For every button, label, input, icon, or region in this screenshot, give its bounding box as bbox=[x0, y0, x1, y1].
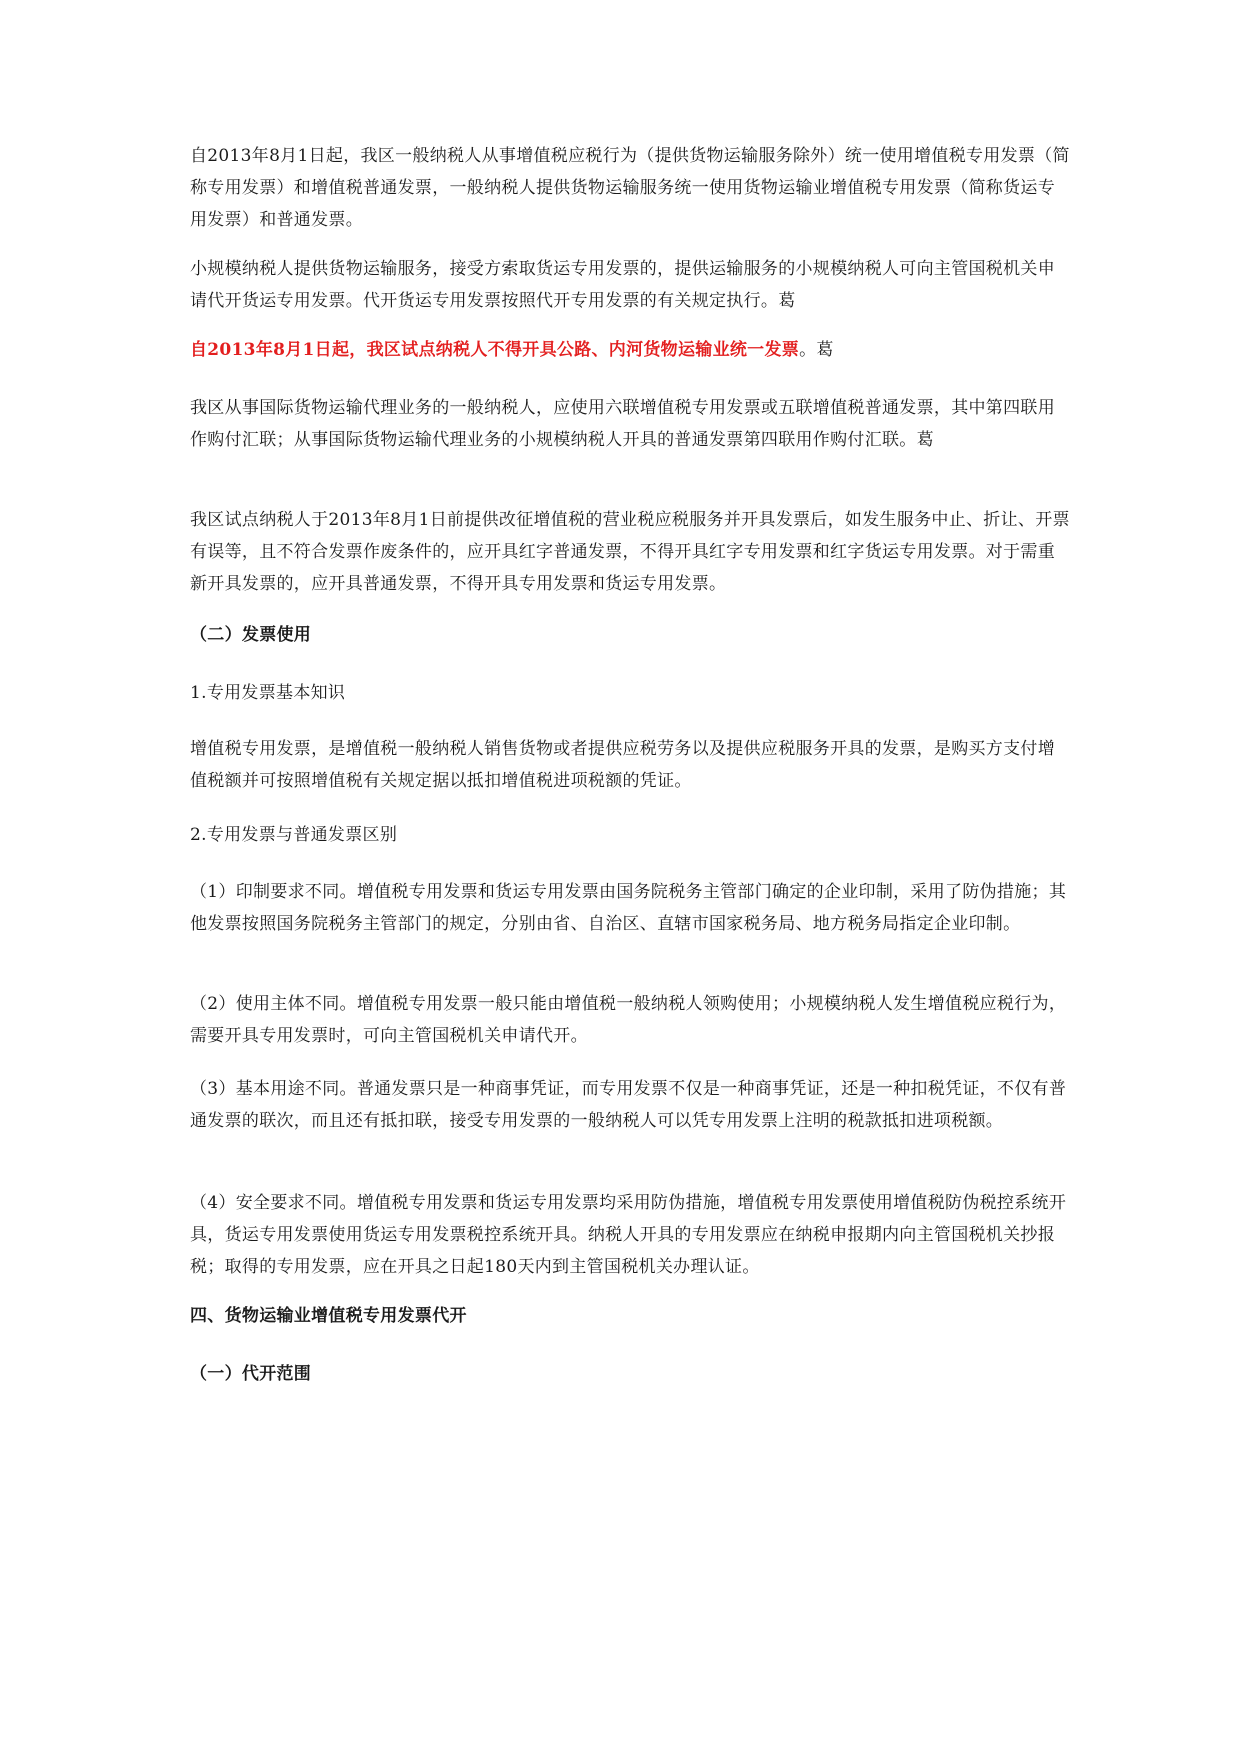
subheading-invoice-differences: 2.专用发票与普通发票区别 bbox=[190, 825, 398, 845]
subheading-special-invoice-basics: 1.专用发票基本知识 bbox=[190, 683, 346, 703]
paragraph-special-invoice-definition: 增值税专用发票，是增值税一般纳税人销售货物或者提供应税劳务以及提供应税服务开具的发票，是购买方支付增值税额并可按照增值税有关规定据以抵扣增值税进项税额的凭证。 bbox=[190, 739, 1055, 791]
paragraph-difference-security: （4）安全要求不同。增值税专用发票和货运专用发票均采用防伪措施，增值税专用发票使用增值税防伪税控系统开具，货运专用发票使用货运专用发票税控系统开具。纳税人开具的专用发票应在纳税申报期内向主管国税机关抄报税；取得的专用发票，应在开具之日起180天内到主管国税机关办理认证。 bbox=[190, 1193, 1067, 1277]
highlight-tail-text: 。葛 bbox=[799, 340, 834, 360]
paragraph-difference-purpose: （3）基本用途不同。普通发票只是一种商事凭证，而专用发票不仅是一种商事凭证，还是一种扣税凭证，不仅有普通发票的联次，而且还有抵扣联，接受专用发票的一般纳税人可以凭专用发票上注明的税款抵扣进项税额。 bbox=[190, 1079, 1067, 1131]
paragraph-small-scale-taxpayer: 小规模纳税人提供货物运输服务，接受方索取货运专用发票的，提供运输服务的小规模纳税人可向主管国税机关申请代开货运专用发票。代开货运专用发票按照代开专用发票的有关规定执行。葛 bbox=[190, 259, 1055, 311]
paragraph-difference-printing: （1）印制要求不同。增值税专用发票和货运专用发票由国务院税务主管部门确定的企业印制，采用了防伪措施；其他发票按照国务院税务主管部门的规定，分别由省、自治区、直辖市国家税务局、地方税务局指定企业印制。 bbox=[190, 882, 1067, 934]
highlight-red-text: 自2013年8月1日起，我区试点纳税人不得开具公路、内河货物运输业统一发票 bbox=[190, 340, 800, 360]
paragraph-freight-agent: 我区从事国际货物运输代理业务的一般纳税人，应使用六联增值税专用发票或五联增值税普通发票，其中第四联用作购付汇联；从事国际货物运输代理业务的小规模纳税人开具的普通发票第四联用作购付汇联。葛 bbox=[190, 398, 1055, 450]
paragraph-highlight-notice bbox=[190, 334, 1070, 366]
section-heading-freight-invoice-issuing: 四、货物运输业增值税专用发票代开 bbox=[190, 1306, 467, 1326]
paragraph-red-invoice: 我区试点纳税人于2013年8月1日前提供改征增值税的营业税应税服务并开具发票后，如发生服务中止、折让、开票有误等，且不符合发票作废条件的，应开具红字普通发票，不得开具红字专用发票和红字货运专用发票。对于需重新开具发票的，应开具普通发票，不得开具专用发票和货运专用发票。 bbox=[190, 510, 1070, 594]
section-heading-issuing-scope: （一）代开范围 bbox=[190, 1364, 312, 1384]
paragraph-difference-users: （2）使用主体不同。增值税专用发票一般只能由增值税一般纳税人领购使用；小规模纳税人发生增值税应税行为，需要开具专用发票时，可向主管国税机关申请代开。 bbox=[190, 994, 1067, 1046]
section-heading-invoice-use: （二）发票使用 bbox=[190, 625, 312, 645]
paragraph-invoice-usage-general: 自2013年8月1日起，我区一般纳税人从事增值税应税行为（提供货物运输服务除外）统一使用增值税专用发票（简称专用发票）和增值税普通发票，一般纳税人提供货物运输服务统一使用货物运输业增值税专用发票（简称货运专用发票）和普通发票。 bbox=[190, 146, 1070, 230]
